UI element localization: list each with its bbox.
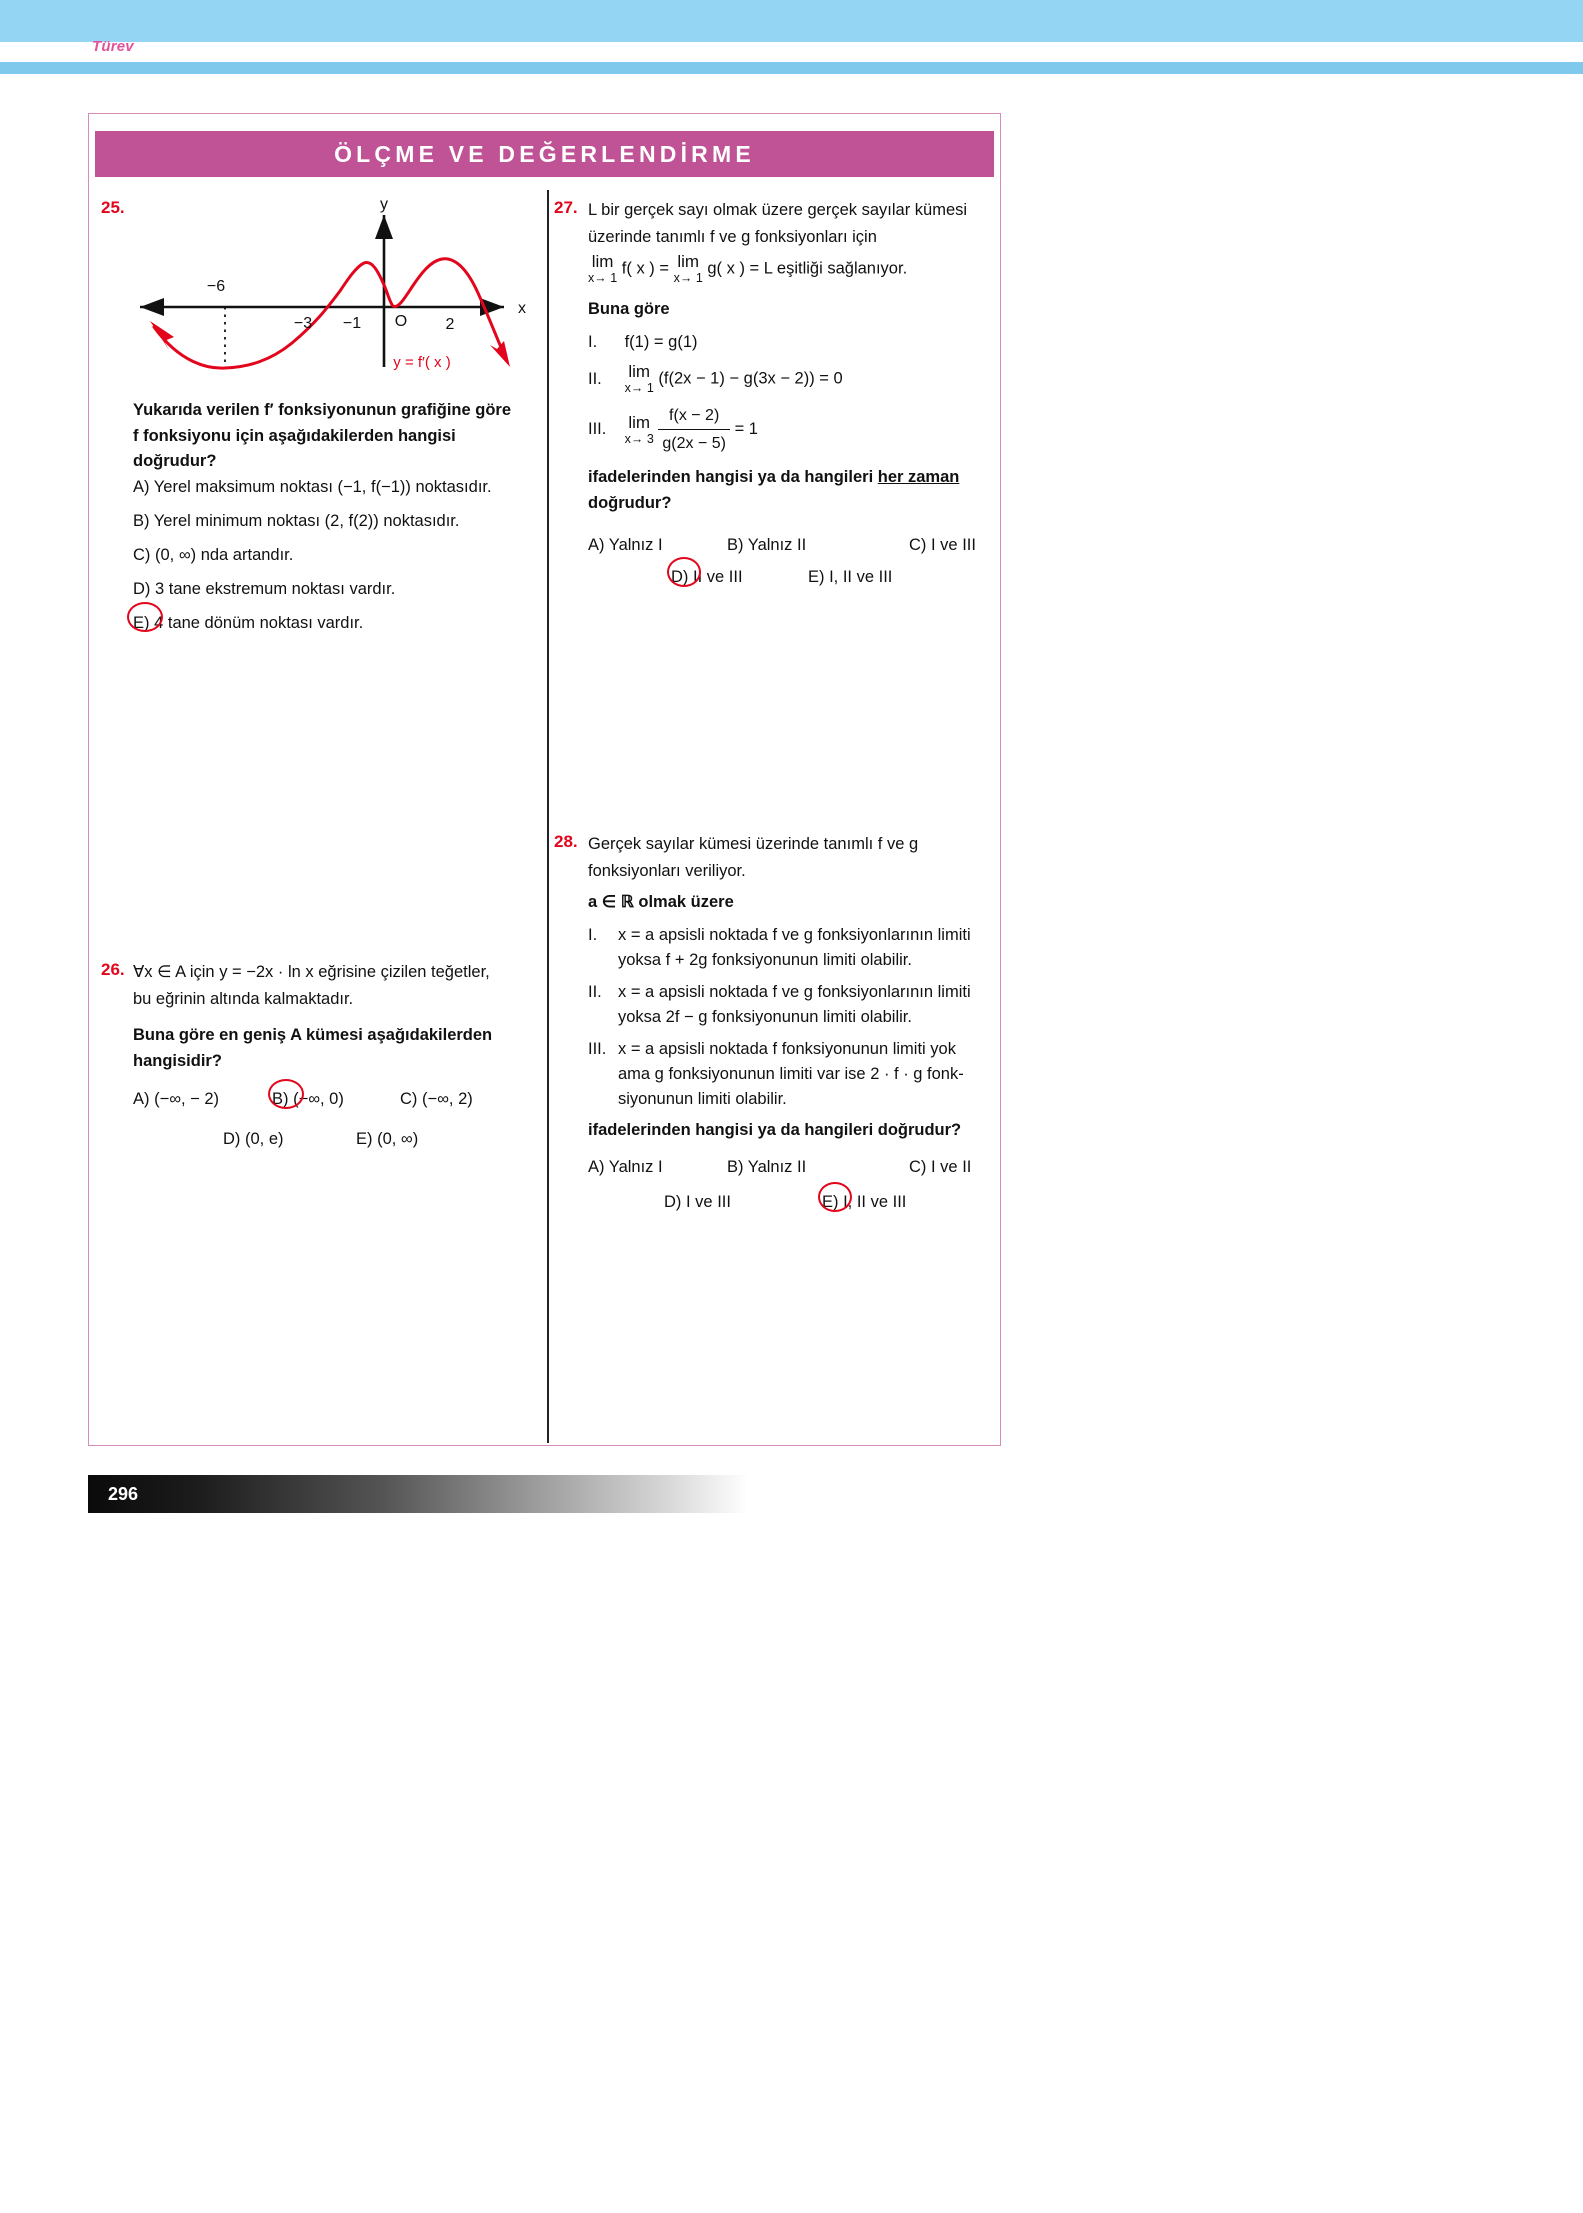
- question-27-option-b[interactable]: [727, 533, 806, 558]
- question-28-stem-line2: fonksiyonları veriliyor.: [588, 862, 746, 880]
- limit-operator-1: lim x→ 1: [588, 252, 618, 285]
- option-letter: A): [133, 478, 150, 496]
- prompt-text-emphasis: her zaman: [877, 468, 960, 486]
- option-letter: D): [664, 1193, 682, 1211]
- fraction: $\frac{f(x - 2)}{g(2x - 5)}$: [658, 403, 730, 456]
- question-27-option-c[interactable]: [909, 533, 976, 558]
- roman-numeral: III.: [588, 1040, 607, 1058]
- question-26-option-e[interactable]: [356, 1127, 418, 1152]
- statement-line: siyonunun limiti olabilir.: [618, 1090, 787, 1108]
- question-28-statement-2: [588, 980, 998, 1030]
- option-text: 3 tane ekstremum noktası vardır.: [155, 580, 396, 598]
- question-27-statement-1: [588, 330, 698, 355]
- question-28-option-e[interactable]: [822, 1190, 906, 1215]
- option-letter: E): [808, 568, 825, 586]
- option-text: II ve III: [693, 568, 743, 586]
- option-text: I ve III: [686, 1193, 731, 1211]
- question-27-statement-2: [588, 363, 843, 395]
- question-25-option-d[interactable]: [133, 577, 395, 602]
- option-letter: B): [272, 1090, 289, 1108]
- option-text: Yalnız I: [608, 1158, 663, 1176]
- roman-numeral: III.: [588, 420, 607, 438]
- page-footer-bar: [88, 1475, 748, 1513]
- question-28-option-b[interactable]: [727, 1155, 806, 1180]
- graph-tick-minus3: −3: [293, 315, 313, 332]
- option-letter: D): [133, 580, 151, 598]
- question-25-prompt-line1: Yukarıda verilen f′ fonksiyonunun grafiğine göre: [133, 401, 512, 419]
- question-27-stem-line1: L bir gerçek sayı olmak üzere gerçek sayılar kümesi: [588, 201, 968, 219]
- question-27-option-a[interactable]: [588, 533, 663, 558]
- question-25-graph: [120, 195, 540, 385]
- option-text: (0, ∞) nda artandır.: [155, 546, 294, 564]
- option-letter: C): [909, 1158, 927, 1176]
- question-26-stem-line1: ∀x ∈ A için y = −2x · ln x eğrisine çizilen teğetler,: [133, 963, 490, 981]
- question-25-option-c[interactable]: [133, 543, 293, 568]
- statement-line: yoksa 2f − g fonksiyonunun limiti olabilir.: [618, 1008, 912, 1026]
- option-text: I, II ve III: [843, 1193, 907, 1211]
- question-28-option-d[interactable]: [664, 1190, 731, 1215]
- question-27-equation: [588, 253, 1008, 285]
- question-28-stem-line1: Gerçek sayılar kümesi üzerinde tanımlı f ve g: [588, 835, 919, 853]
- question-25-option-b[interactable]: [133, 509, 459, 534]
- question-25-option-a[interactable]: [133, 475, 492, 500]
- statement-tail: = 1: [734, 420, 758, 438]
- question-25-prompt-line2: f fonksiyonu için aşağıdakilerden hangisi doğrudur?: [133, 427, 456, 470]
- question-28-prompt: ifadelerinden hangisi ya da hangileri doğrudur?: [588, 1121, 962, 1139]
- option-text: Yerel maksimum noktası (−1, f(−1)) noktasıdır.: [153, 478, 492, 496]
- statement-line: yoksa f + 2g fonksiyonunun limiti olabilir.: [618, 951, 912, 969]
- section-banner-title: ÖLÇME VE DEĞERLENDİRME: [334, 140, 755, 167]
- roman-numeral: II.: [588, 369, 602, 388]
- option-text: (−∞, 0): [293, 1090, 344, 1108]
- option-text: (−∞, 2): [422, 1090, 473, 1108]
- question-25-option-e[interactable]: [133, 611, 363, 636]
- option-text: Yerel minimum noktası (2, f(2)) noktasıdır.: [153, 512, 460, 530]
- equation-part-2: g( x ) = L eşitliği sağlanıyor.: [707, 259, 908, 278]
- question-27-prompt-line2: doğrudur?: [588, 494, 672, 512]
- page-number: 296: [108, 1484, 139, 1504]
- statement-text: f(1) = g(1): [624, 333, 698, 351]
- option-text: Yalnız I: [608, 536, 663, 554]
- header-blue-band-bottom: [0, 62, 1583, 74]
- option-text: I ve II: [931, 1158, 972, 1176]
- option-text: Yalnız II: [747, 1158, 807, 1176]
- graph-tick-minus1: −1: [342, 315, 362, 332]
- question-28-statement-3: [588, 1037, 1000, 1112]
- option-letter: A): [588, 1158, 605, 1176]
- graph-origin-label: O: [394, 313, 408, 330]
- option-text: 4 tane dönüm noktası vardır.: [154, 614, 364, 632]
- equation-part-1: f( x ) =: [621, 259, 669, 278]
- graph-tick-minus6: −6: [206, 278, 226, 295]
- question-28-statement-1: [588, 923, 998, 973]
- option-letter: D): [223, 1130, 241, 1148]
- statement-line: x = a apsisli noktada f ve g fonksiyonlarının limiti: [618, 983, 971, 1001]
- roman-numeral: I.: [588, 926, 598, 944]
- running-header-title: Türev: [92, 38, 134, 55]
- question-25-number: 25.: [101, 198, 125, 217]
- question-26-prompt-line1: Buna göre en geniş A kümesi aşağıdakilerden: [133, 1026, 493, 1044]
- option-letter: D): [671, 568, 689, 586]
- question-26-stem-line2: bu eğrinin altında kalmaktadır.: [133, 990, 354, 1008]
- statement-text: (f(2x − 1) − g(3x − 2)) = 0: [658, 369, 843, 388]
- statement-line: ama g fonksiyonunun limiti var ise 2 · f · g fonk-: [618, 1065, 964, 1083]
- roman-numeral: II.: [588, 983, 602, 1001]
- graph-axis-label-y: y: [380, 196, 388, 213]
- section-banner: [95, 131, 994, 177]
- option-text: I ve III: [931, 536, 976, 554]
- option-text: I, II ve III: [829, 568, 893, 586]
- question-28-option-a[interactable]: [588, 1155, 663, 1180]
- option-letter: B): [133, 512, 150, 530]
- option-letter: E): [133, 614, 150, 632]
- limit-operator-3: lim x→ 1: [624, 362, 654, 395]
- question-26-option-a[interactable]: [133, 1087, 219, 1112]
- header-blue-band-top: [0, 0, 1583, 42]
- column-divider: [547, 190, 549, 1443]
- question-27-statement-3: [588, 403, 758, 456]
- question-26-prompt-line2: hangisidir?: [133, 1052, 222, 1070]
- question-28-number: 28.: [554, 832, 578, 851]
- graph-tick-2: 2: [445, 316, 455, 333]
- option-letter: C): [909, 536, 927, 554]
- option-text: (0, ∞): [377, 1130, 419, 1148]
- option-letter: C): [133, 546, 151, 564]
- option-letter: C): [400, 1090, 418, 1108]
- question-26-option-d[interactable]: [223, 1127, 284, 1152]
- question-27-buna-gore: Buna göre: [588, 300, 670, 318]
- option-letter: A): [133, 1090, 150, 1108]
- question-27-stem-line2: üzerinde tanımlı f ve g fonksiyonları için: [588, 228, 877, 246]
- question-26-option-b[interactable]: [272, 1087, 344, 1112]
- option-letter: A): [588, 536, 605, 554]
- option-letter: E): [356, 1130, 373, 1148]
- question-28-option-c[interactable]: [909, 1155, 971, 1180]
- question-27-option-e[interactable]: [808, 565, 892, 590]
- option-letter: B): [727, 1158, 744, 1176]
- question-27-prompt-line1: [588, 465, 988, 490]
- question-27-number: 27.: [554, 198, 578, 217]
- graph-axis-label-x: x: [518, 300, 526, 317]
- limit-operator-2: lim x→ 1: [673, 252, 703, 285]
- option-text: Yalnız II: [747, 536, 807, 554]
- question-26-option-c[interactable]: [400, 1087, 473, 1112]
- question-28-condition: a ∈ ℝ olmak üzere: [588, 893, 734, 911]
- roman-numeral: I.: [588, 333, 598, 351]
- limit-operator-4: lim x→ 3: [624, 412, 654, 446]
- question-27-option-d[interactable]: [671, 565, 743, 590]
- graph-curve-label: y = f′( x ): [393, 354, 451, 371]
- statement-line: x = a apsisli noktada f ve g fonksiyonlarının limiti: [618, 926, 971, 944]
- option-letter: E): [822, 1193, 839, 1211]
- question-26-number: 26.: [101, 960, 125, 979]
- option-text: (0, e): [245, 1130, 284, 1148]
- option-text: (−∞, − 2): [154, 1090, 220, 1108]
- statement-line: x = a apsisli noktada f fonksiyonunun limiti yok: [618, 1040, 956, 1058]
- prompt-text-a: ifadelerinden hangisi ya da hangileri: [588, 468, 878, 486]
- option-letter: B): [727, 536, 744, 554]
